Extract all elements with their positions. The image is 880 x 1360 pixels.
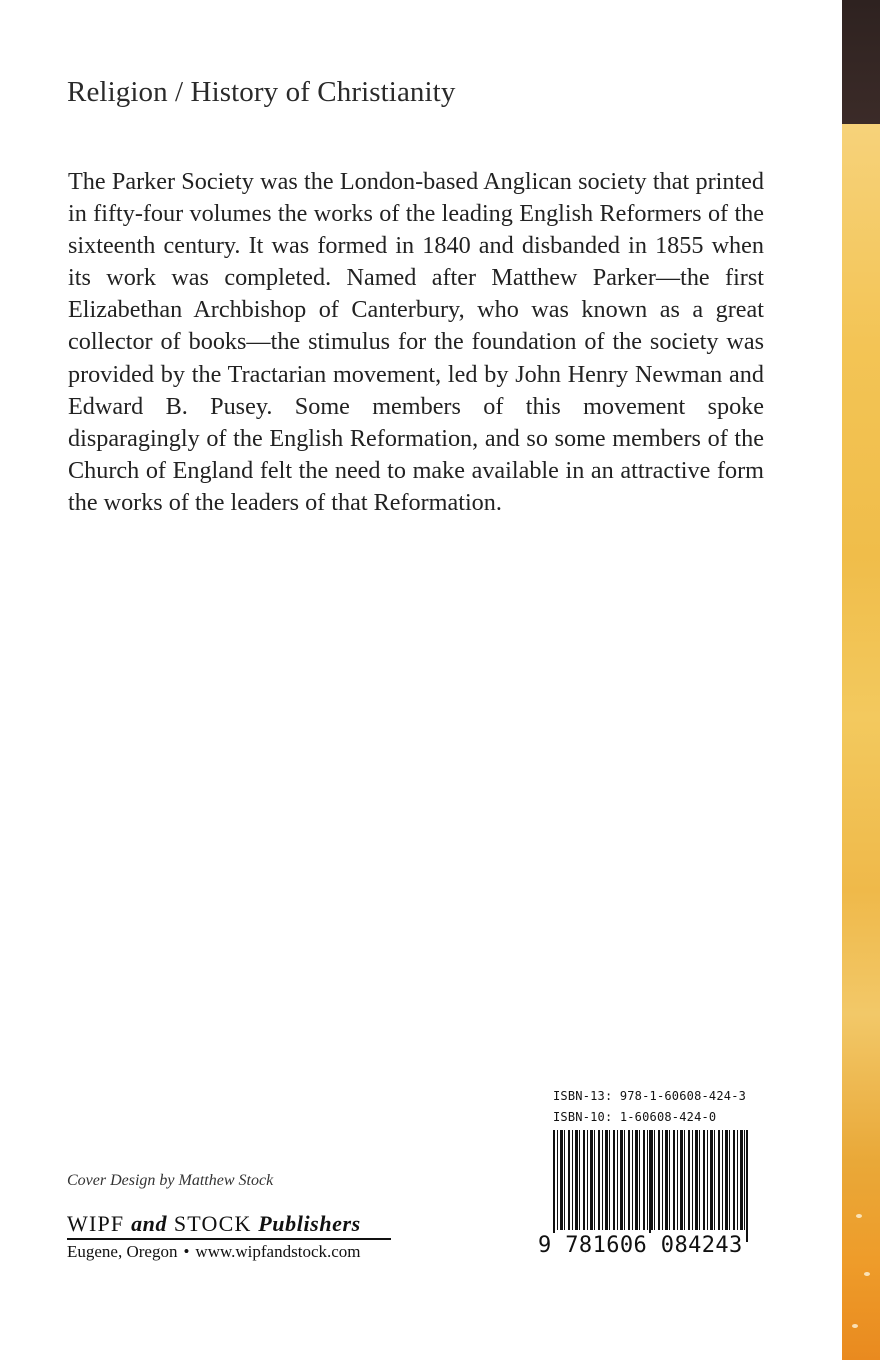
publisher-website: www.wipfandstock.com bbox=[195, 1242, 361, 1261]
isbn-13: ISBN-13: 978-1-60608-424-3 bbox=[553, 1089, 747, 1103]
publisher-name-start: WIPF bbox=[67, 1211, 125, 1236]
book-description: The Parker Society was the London-based Anglican society that printed in fifty-four volumes the works of the leading English Reformers of the sixteenth century. It was formed in 1840 and disbanded in 1855 when its work was completed. Named after Matthew Parker—the first Elizabethan Archbishop of Canterbury, who was known as a great collector of books—the stimulus for the foundation of the society was provided by the Tractarian movement, led by John Henry Newman and Edward B. Pusey. Some members of this movement spoke disparagingly of the English Reformation, and so some members of the Church of England felt the need to make available in an attractive form the works of the leaders of that Reformation. bbox=[68, 168, 764, 516]
bullet-separator: • bbox=[183, 1242, 190, 1261]
category-heading: Religion / History of Christianity bbox=[67, 76, 456, 108]
spine-speck bbox=[852, 1324, 858, 1328]
spine-speck bbox=[864, 1272, 870, 1276]
barcode bbox=[553, 1130, 748, 1230]
barcode-guard-right bbox=[746, 1130, 748, 1242]
publisher-name-and: and bbox=[131, 1211, 168, 1236]
publisher-name-end: Publishers bbox=[258, 1211, 361, 1236]
barcode-digits: 9 781606 084243 bbox=[538, 1233, 743, 1258]
barcode-guard-left bbox=[553, 1130, 555, 1242]
publisher-rule bbox=[67, 1238, 391, 1240]
publisher-location: Eugene, Oregon bbox=[67, 1242, 178, 1261]
publisher-address bbox=[67, 1242, 361, 1262]
barcode-guard-center bbox=[649, 1130, 651, 1242]
spine-dark-band bbox=[842, 0, 880, 124]
cover-design-credit: Cover Design by Matthew Stock bbox=[67, 1172, 274, 1189]
spine-gold-band bbox=[842, 124, 880, 1360]
publisher-name-middle: STOCK bbox=[173, 1211, 252, 1236]
spine-speck bbox=[856, 1214, 862, 1218]
publisher-name bbox=[67, 1211, 361, 1237]
isbn-10: ISBN-10: 1-60608-424-0 bbox=[553, 1110, 717, 1124]
